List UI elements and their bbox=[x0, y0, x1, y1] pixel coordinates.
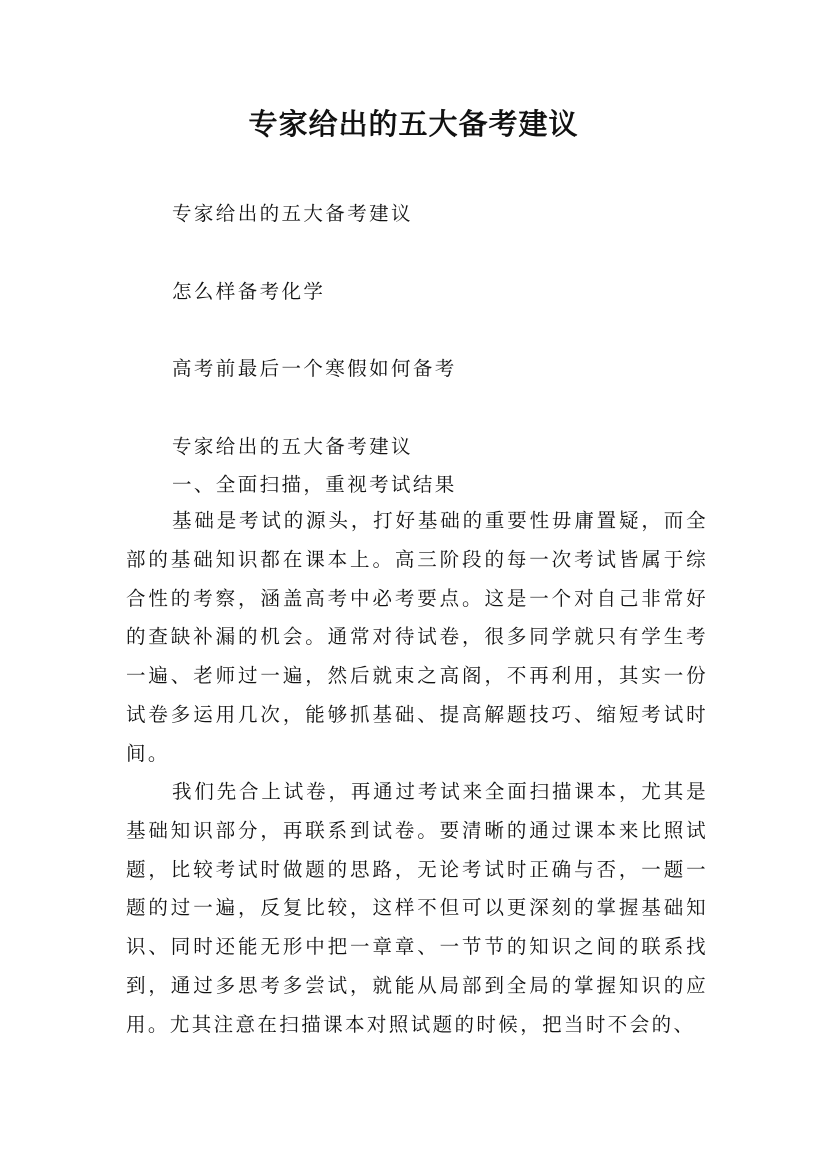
toc-item: 怎么样备考化学 bbox=[172, 280, 326, 303]
toc-item: 高考前最后一个寒假如何备考 bbox=[172, 357, 457, 380]
body-paragraph: 基础是考试的源头，打好基础的重要性毋庸置疑，而全部的基础知识都在课本上。高三阶段的每一次考试皆属于综合性的考察，涵盖高考中必考要点。这是一个对自己非常好的查缺补漏的机会。通常对待试卷，很多同学就只有学生考一遍、老师过一遍，然后就束之高阁，不再利用，其实一份试卷多运用几次，能够抓基础、提高解题技巧、缩短考试时间。 bbox=[126, 509, 708, 765]
section-title: 专家给出的五大备考建议 bbox=[172, 435, 413, 458]
subsection-heading: 一、全面扫描，重视考试结果 bbox=[172, 473, 457, 496]
toc-item: 专家给出的五大备考建议 bbox=[172, 202, 413, 225]
document-title: 专家给出的五大备考建议 bbox=[248, 107, 579, 141]
body-paragraph: 我们先合上试卷，再通过考试来全面扫描课本，尤其是基础知识部分，再联系到试卷。要清晰的通过课本来比照试题，比较考试时做题的思路，无论考试时正确与否，一题一题的过一遍，反复比较，这样不但可以更深刻的掌握基础知识、同时还能无形中把一章章、一节节的知识之间的联系找到，通过多思考多尝试，就能从局部到全局的掌握知识的应用。尤其注意在扫描课本对照试题的时候，把当时不会的、 bbox=[126, 780, 708, 1036]
